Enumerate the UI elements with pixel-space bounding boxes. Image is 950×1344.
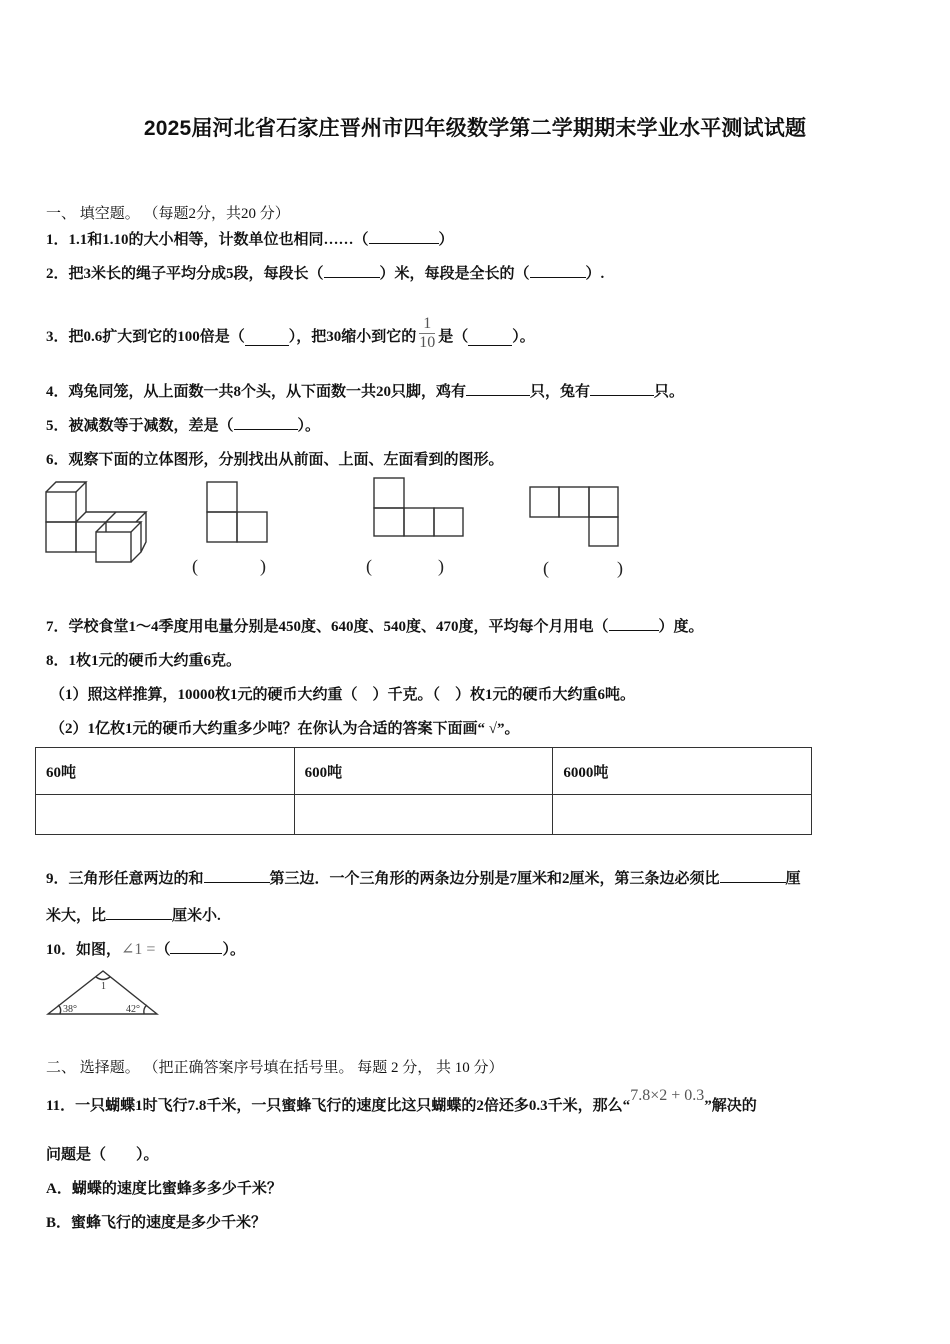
cube-solid-figure: [44, 480, 149, 565]
answer-blank[interactable]: [468, 333, 512, 346]
answer-blank[interactable]: [530, 265, 586, 278]
angle-symbol: ∠1 =: [121, 941, 156, 958]
answer-option-table: [35, 747, 812, 835]
option-a[interactable]: A．蝴蝶的速度比蜜蜂多多少千米？: [46, 1181, 282, 1197]
answer-blank[interactable]: [369, 231, 439, 244]
check-cell-6000[interactable]: [553, 795, 812, 835]
triangle-figure: [46, 968, 161, 1018]
fraction: $\frac{1}{10}$: [419, 315, 436, 351]
answer-blank[interactable]: [590, 383, 654, 396]
question-8-part-1: （1）照这样推算，10000枚1元的硬币大约重（ ）千克。（ ）枚1元的硬币大约重6吨。: [50, 687, 636, 703]
question-9: 9．三角形任意两边的和 第三边．一个三角形的两条边分别是7厘米和2厘米，第三条边必须比 厘: [46, 871, 801, 887]
svg-text:38°: 38°: [63, 1004, 77, 1015]
view-option-3: [529, 486, 621, 548]
answer-paren-3[interactable]: ( ): [543, 558, 623, 578]
answer-blank[interactable]: [609, 618, 659, 631]
question-10: 10．如图，∠1 =（ ）。: [46, 941, 245, 958]
section-2-heading: 二、 选择题。 （把正确答案序号填在括号里。 每题 2 分， 共 10 分）: [46, 1060, 504, 1076]
answer-blank[interactable]: [466, 383, 530, 396]
question-3: 3．把0.6扩大到它的100倍是（ ），把30缩小到它的 $\frac{1}{10}$ 是（ ）。: [46, 315, 535, 351]
answer-blank[interactable]: [324, 265, 380, 278]
option-6000-ton: 6000吨: [553, 748, 812, 795]
question-11: 11．一只蝴蝶1时飞行7.8千米，一只蜜蜂飞行的速度比这只蝴蝶的2倍还多0.3千米，那么“7.8×2 + 0.3”解决的: [46, 1087, 757, 1114]
svg-text:1: 1: [101, 981, 106, 992]
question-9-cont: 米大，比 厘米小.: [46, 908, 221, 924]
answer-blank[interactable]: [106, 907, 172, 920]
option-60-ton: 60吨: [36, 748, 295, 795]
answer-blank[interactable]: [245, 333, 289, 346]
answer-blank[interactable]: [234, 417, 298, 430]
question-4: 4．鸡兔同笼，从上面数一共8个头，从下面数一共20只脚，鸡有 只，兔有 只。: [46, 384, 685, 400]
section-1-heading: 一、 填空题。 （每题2分，共20 分）: [46, 206, 290, 222]
answer-blank[interactable]: [204, 870, 270, 883]
question-11-cont: 问题是（ ）。: [46, 1147, 159, 1163]
question-8: 8．1枚1元的硬币大约重6克。: [46, 653, 242, 669]
check-cell-600[interactable]: [294, 795, 553, 835]
question-6: 6．观察下面的立体图形，分别找出从前面、上面、左面看到的图形。: [46, 452, 504, 468]
question-5: 5．被减数等于减数，差是（ ）。: [46, 418, 321, 434]
question-2: 2．把3米长的绳子平均分成5段，每段长（ ）米，每段是全长的（ ）.: [46, 266, 605, 282]
svg-text:42°: 42°: [126, 1004, 140, 1015]
option-b[interactable]: B．蜜蜂飞行的速度是多少千米？: [46, 1215, 267, 1231]
answer-paren-1[interactable]: ( ): [192, 556, 266, 576]
answer-paren-2[interactable]: ( ): [366, 556, 444, 576]
view-option-1: [206, 481, 268, 543]
page-title: 2025届河北省石家庄晋州市四年级数学第二学期期末学业水平测试试题: [143, 117, 807, 140]
option-600-ton: 600吨: [294, 748, 553, 795]
math-expression: 7.8×2 + 0.3: [630, 1087, 705, 1104]
answer-blank[interactable]: [170, 941, 222, 954]
question-7: 7．学校食堂1～4季度用电量分别是450度、640度、540度、470度，平均每个月用电（ ）度。: [46, 619, 704, 635]
question-8-part-2: （2）1亿枚1元的硬币大约重多少吨？在你认为合适的答案下面画“ √”。: [50, 721, 520, 737]
answer-blank[interactable]: [720, 870, 786, 883]
view-option-2: [373, 477, 465, 537]
check-cell-60[interactable]: [36, 795, 295, 835]
question-1: 1．1.1和1.10的大小相等，计数单位也相同……（ ）: [46, 232, 454, 248]
